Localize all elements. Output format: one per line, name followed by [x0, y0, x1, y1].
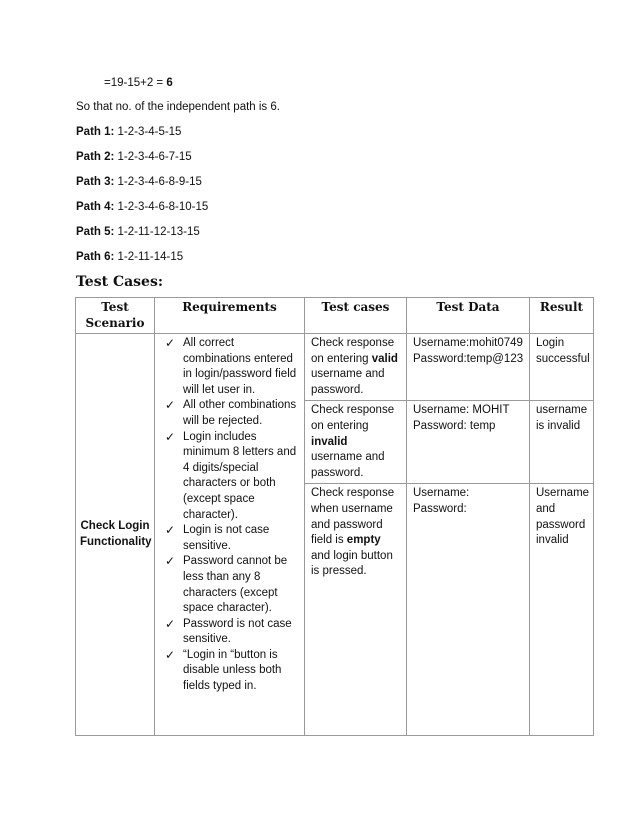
path-label: Path 5: [76, 226, 115, 238]
requirement-text: Password cannot be less than any 8 characters (except space character). [183, 555, 288, 615]
path-value: 1-2-11-12-13-15 [114, 226, 200, 238]
data-username: Username: [413, 487, 470, 500]
checkmark-icon: ✓ [165, 554, 176, 569]
scenario-cell: Check Login Functionality [76, 334, 155, 736]
requirement-item [161, 523, 298, 554]
requirements-list [161, 336, 298, 695]
case-text: Check response when username and password field is [311, 487, 395, 547]
result-cell: Username and password invalid [530, 484, 594, 736]
header-test-scenario: Test Scenario [76, 298, 155, 334]
requirement-text: Login includes minimum 8 letters and 4 digits/special characters or both (except space character). [183, 430, 297, 521]
requirement-text: All other combinations will be rejected. [183, 399, 297, 427]
data-password: Password: temp [413, 419, 496, 432]
path-6 [76, 250, 183, 264]
case-emphasis: valid [371, 352, 398, 365]
path-value: 1-2-11-14-15 [114, 251, 184, 263]
requirement-text: All correct combinations entered in login/password field will let user in. [183, 337, 297, 396]
test-case-cell [305, 401, 407, 484]
checkmark-icon: ✓ [165, 429, 176, 444]
case-text: username and password. [311, 368, 385, 396]
requirement-item [161, 430, 298, 524]
path-4 [76, 200, 208, 214]
path-label: Path 6: [76, 251, 115, 263]
path-label: Path 4: [76, 201, 115, 213]
summary-text: So that no. of the independent path is 6. [76, 101, 280, 113]
formula-prefix: =19-15+2 = [104, 77, 167, 89]
checkmark-icon: ✓ [165, 336, 176, 350]
header-requirements: Requirements [155, 298, 305, 334]
result-cell: Login successful [530, 334, 594, 401]
checkmark-icon: ✓ [165, 523, 176, 538]
path-label: Path 2: [76, 151, 115, 163]
table-row [76, 334, 594, 401]
requirement-item [161, 336, 298, 398]
requirement-item [161, 617, 298, 648]
header-result: Result [530, 298, 594, 334]
header-test-data: Test Data [407, 298, 530, 334]
case-text: Check response on entering [311, 404, 395, 432]
requirement-item [161, 648, 298, 695]
data-username: Username: MOHIT [413, 404, 510, 417]
requirement-text: Login is not case sensitive. [183, 524, 270, 552]
case-text: Check response on entering [311, 337, 395, 365]
path-value: 1-2-3-4-6-8-10-15 [114, 201, 209, 213]
checkmark-icon: ✓ [165, 647, 176, 662]
path-value: 1-2-3-4-6-7-15 [114, 151, 192, 163]
path-label: Path 3: [76, 176, 115, 188]
result-cell: username is invalid [530, 401, 594, 484]
path-value: 1-2-3-4-6-8-9-15 [114, 176, 202, 188]
requirement-item [161, 398, 298, 429]
case-emphasis: invalid [311, 435, 348, 448]
path-value: 1-2-3-4-5-15 [114, 126, 182, 138]
test-data-cell [407, 484, 530, 736]
data-password: Password: [413, 502, 467, 515]
section-heading: Test Cases: [76, 274, 163, 290]
test-case-cell [305, 484, 407, 736]
checkmark-icon: ✓ [165, 616, 176, 631]
path-2 [76, 150, 192, 164]
test-data-cell [407, 401, 530, 484]
checkmark-icon: ✓ [165, 398, 176, 413]
path-label: Path 1: [76, 126, 115, 138]
test-case-cell [305, 334, 407, 401]
requirement-item [161, 554, 298, 616]
data-password: Password:temp@123 [413, 352, 524, 365]
data-username: Username:mohit0749 [413, 337, 523, 349]
requirements-cell [155, 334, 305, 736]
case-text: username and password. [311, 451, 385, 479]
requirement-text: “Login in “button is disable unless both fields typed in. [183, 648, 282, 693]
test-data-cell [407, 334, 530, 401]
header-test-cases: Test cases [305, 298, 407, 334]
test-cases-table [75, 297, 594, 736]
path-5 [76, 225, 200, 239]
case-emphasis: empty [346, 534, 381, 547]
formula-line [104, 76, 173, 90]
path-1 [76, 125, 181, 139]
path-3 [76, 175, 202, 189]
formula-result: 6 [166, 77, 173, 89]
case-text: and login button is pressed. [311, 549, 393, 578]
table-header-row [76, 298, 594, 334]
requirement-text: Password is not case sensitive. [183, 617, 292, 646]
